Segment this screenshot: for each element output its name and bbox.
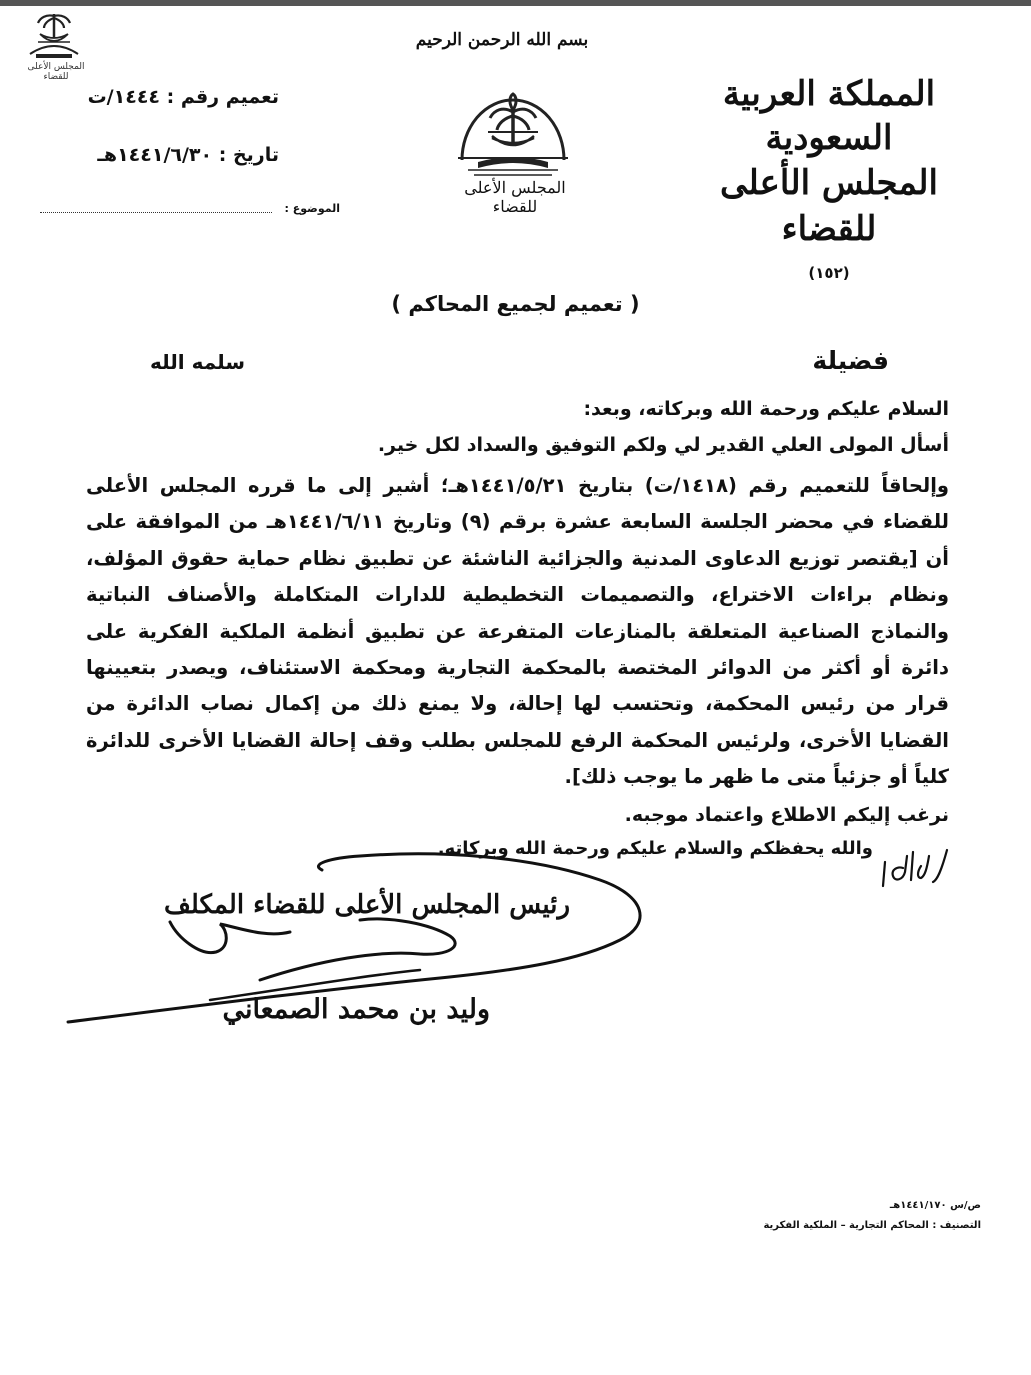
honorific: فضيلة	[812, 346, 889, 375]
letter-code: (١٥٢)	[808, 264, 850, 282]
circular-date: تاريخ : ١٤٤١/٦/٣٠هـ	[97, 144, 279, 166]
kingdom-name: المملكة العربية السعودية	[722, 74, 936, 158]
basmala: بسم الله الرحمن الرحيم	[415, 30, 589, 50]
blessing: سلمه الله	[150, 350, 245, 374]
subject-line	[40, 212, 272, 213]
greeting: السلام عليكم ورحمة الله وبركاته، وبعد:	[583, 398, 949, 420]
footer-classification: التصنيف : المحاكم التجارية – الملكية الفكرية	[763, 1220, 981, 1231]
prayer: أسأل المولى العلي القدير لي ولكم التوفيق والسداد لكل خير.	[377, 434, 949, 456]
signatory-name: وليد بن محمد الصمعاني	[222, 994, 490, 1025]
top-border	[0, 0, 1031, 6]
emblem-caption: المجلس الأعلى للقضاء	[464, 178, 566, 216]
letterhead-right	[679, 72, 979, 282]
closing-line: والله يحفظكم والسلام عليكم ورحمة الله وبركاته.	[437, 838, 873, 859]
request-line: نرغب إليكم الاطلاع واعتماد موجبه.	[624, 804, 949, 826]
circular-heading: ( تعميم لجميع المحاكم )	[391, 292, 640, 316]
palm-swords-emblem-small-icon	[22, 8, 86, 64]
subject-label: الموضوع :	[284, 202, 340, 215]
council-name: المجلس الأعلى للقضاء	[720, 163, 938, 249]
main-paragraph: وإلحاقاً للتعميم رقم (١٤١٨/ت) بتاريخ ١٤٤١/٥/٢١هـ؛ أشير إلى ما قرره المجلس الأعلى للقضاء في محضر الجلسة السابعة عشرة برقم (٩) وتاريخ ١٤٤١/٦/١١هـ من الموافقة على أن [يقتصر توزيع الدعاوى المدنية والجزائية الناشئة عن تطبيق نظام حماية حقوق المؤلف، ونظام براءات الاختراع، والتصميمات التخطيطية للدارات المتكاملة والأصناف النباتية والنماذج الصناعية المتعلقة بالمنازعات المتفرعة عن تطبيق أنظمة الملكية الفكرية على دائرة أو أكثر من الدوائر المختصة بالمحكمة التجارية ومحكمة الاستئناف، ويصدر بتعيينها قرار من رئيس المحكمة، وتحتسب لها إحالة، ولا يمنع ذلك من إكمال نصاب الدائرة من القضايا الأخرى، ولرئيس المحكمة الرفع للمجلس بطلب وقف إحالة القضايا الأخرى للدائرة كلياً أو جزئياً متى ما ظهر ما يوجب ذلك].	[86, 474, 949, 789]
footer-reference: ص/س ١٤٤١/١٧٠هـ	[889, 1200, 981, 1211]
circular-number: تعميم رقم : ١٤٤٤/ت	[87, 86, 279, 108]
subject-field	[40, 200, 340, 220]
signatory-title: رئيس المجلس الأعلى للقضاء المكلف	[164, 890, 570, 920]
small-emblem-caption: المجلس الأعلى للقضاء	[27, 62, 85, 82]
reference-block	[19, 86, 279, 202]
handwritten-initial-icon	[877, 842, 951, 890]
